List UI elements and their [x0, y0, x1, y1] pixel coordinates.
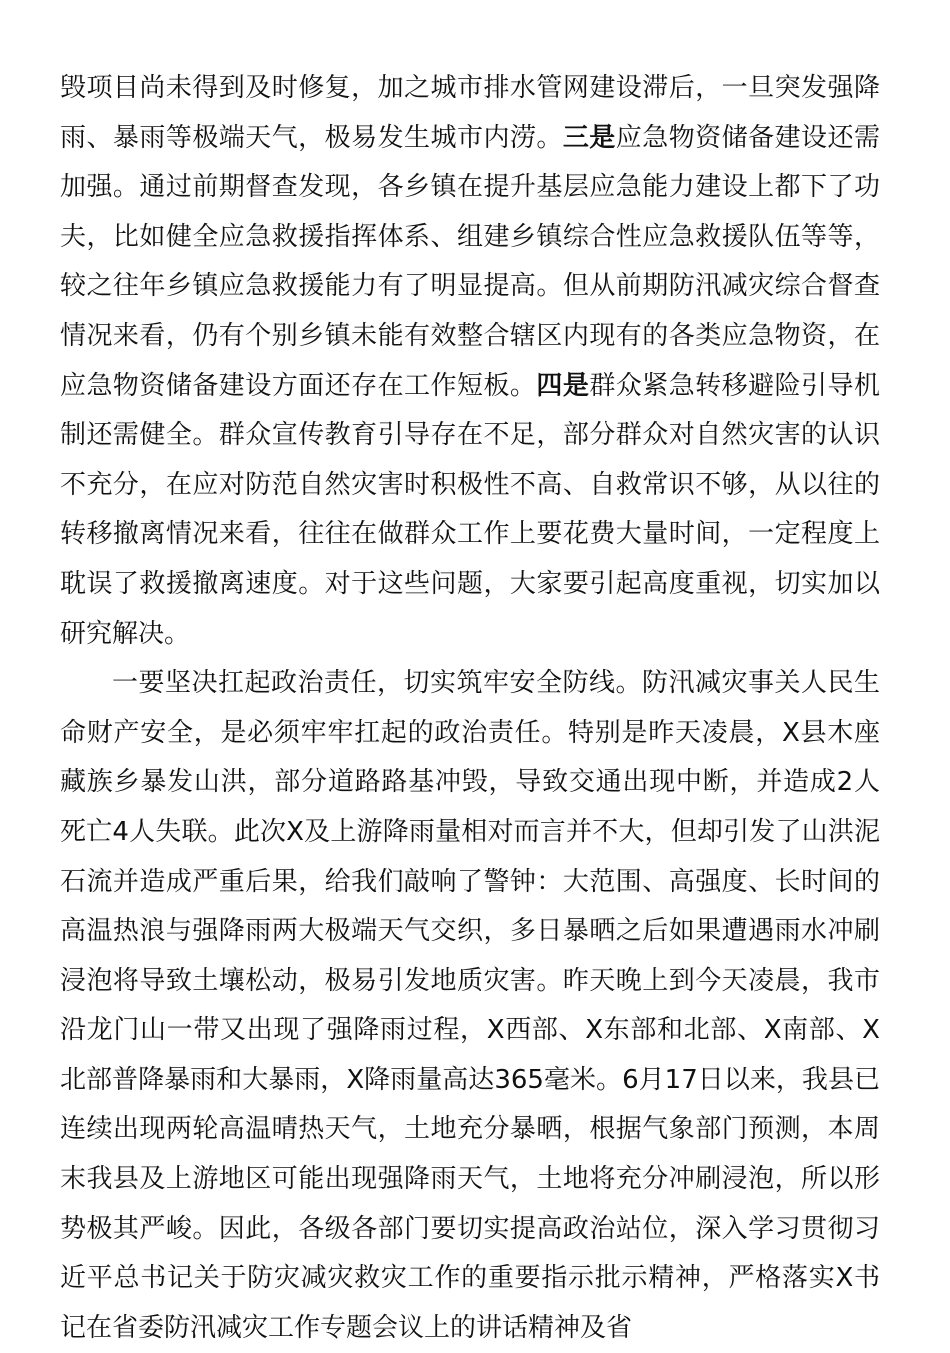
point-four-lead: 四是 — [536, 370, 590, 401]
paragraph-problems — [60, 64, 880, 659]
point-three-lead: 三是 — [562, 122, 616, 153]
paragraph-political-responsibility: 一要坚决扛起政治责任，切实筑牢安全防线。防汛减灾事关人民生命财产安全，是必须牢牢扛起的政治责任。特别是昨天凌晨，X县木座藏族乡暴发山洪，部分道路路基冲毁，导致交通出现中断，并造成2人死亡4人失联。此次X及上游降雨量相对而言并不大，但却引发了山洪泥石流并造成严重后果，给我们敲响了警钟：大范围、高强度、长时间的高温热浪与强降雨两大极端天气交织，多日暴晒之后如果遭遇雨水冲刷浸泡将导致土壤松动，极易引发地质灾害。昨天晚上到今天凌晨，我市沿龙门山一带又出现了强降雨过程，X西部、X东部和北部、X南部、X北部普降暴雨和大暴雨，X降雨量高达365毫米。6月17日以来，我县已连续出现两轮高温晴热天气，土地充分暴晒，根据气象部门预测，本周末我县及上游地区可能出现强降雨天气，土地将充分冲刷浸泡，所以形势极其严峻。因此，各级各部门要切实提高政治站位，深入学习贯彻习近平总书记关于防灾减灾救灾工作的重要指示批示精神，严格落实X书记在省委防汛减灾工作专题会议上的讲话精神及省 — [60, 668, 880, 1343]
paragraph-1-part-1: 毁项目尚未得到及时修复，加之城市排水管网建设滞后，一旦突发强降雨、暴雨等极端天气，极易发生城市内涝。 — [60, 73, 880, 153]
paragraph-1-part-2: 应急物资储备建设还需加强。通过前期督查发现，各乡镇在提升基层应急能力建设上都下了功夫，比如健全应急救援指挥体系、组建乡镇综合性应急救援队伍等等，较之往年乡镇应急救援能力有了明显提高。但从前期防汛减灾综合督查情况来看，仍有个别乡镇未能有效整合辖区内现有的各类应急物资，在应急物资储备建设方面还存在工作短板。 — [60, 122, 880, 401]
document-body — [60, 64, 880, 1353]
paragraph-1-part-3: 群众紧急转移避险引导机制还需健全。群众宣传教育引导存在不足，部分群众对自然灾害的认识不充分，在应对防范自然灾害时积极性不高、自救常识不够，从以往的转移撤离情况来看，往往在做群众工作上要花费大量时间，一定程度上耽误了救援撤离速度。对于这些问题，大家要引起高度重视，切实加以研究解决。 — [60, 370, 880, 649]
